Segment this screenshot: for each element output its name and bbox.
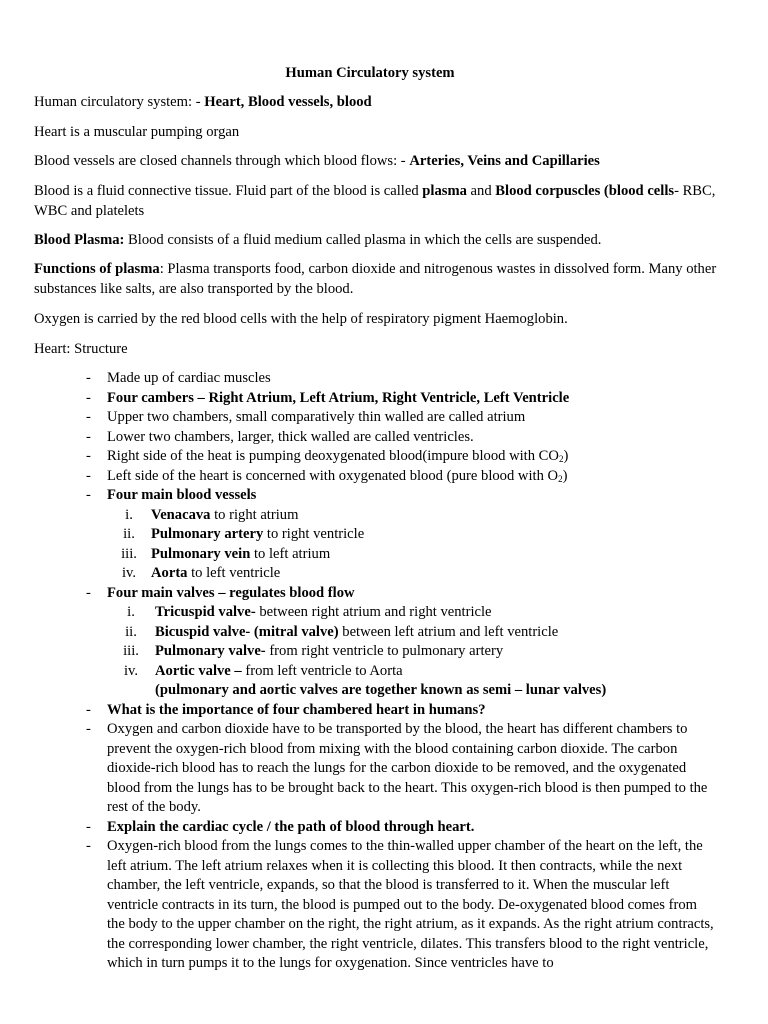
list-item: - What is the importance of four chambered heart in humans? <box>86 701 716 721</box>
vessel-item: iii. Pulmonary vein to left atrium <box>121 545 331 562</box>
blood-text-2: - RBC, WBC and platelets <box>34 183 716 219</box>
list-item <box>86 837 716 974</box>
list-item: - Left side of the heart is concerned with oxygenated blood (pure blood with $O_2$) <box>86 467 716 487</box>
vessels-paragraph <box>34 152 714 172</box>
vessel-item: iv. Aorta to left ventricle <box>121 565 281 581</box>
heart-definition: Heart is a muscular pumping organ <box>34 124 240 140</box>
structure-bullet-list <box>86 369 716 974</box>
vessels-types: Arteries, Veins and Capillaries <box>409 153 600 169</box>
list-item: - Four cambers – Right Atrium, Left Atrium, Right Ventricle, Left Ventricle <box>86 389 716 409</box>
list-item: - Lower two chambers, larger, thick walled are called ventricles. <box>86 428 716 448</box>
list-item: - Explain the cardiac cycle / the path of blood through heart. <box>86 818 716 838</box>
system-paragraph <box>34 93 714 113</box>
vessel-item: ii. Pulmonary artery to right ventricle <box>123 526 365 542</box>
vessels-label: Blood vessels are closed channels through which blood flows: - <box>34 153 410 169</box>
list-item: - Right side of the heat is pumping deoxygenated blood(impure blood with $CO_2$) <box>86 447 716 467</box>
list-item: - Upper two chambers, small comparatively thin walled are called atrium <box>86 408 716 428</box>
page-title: Human Circulatory system <box>285 65 455 81</box>
blood-text-1: Blood is a fluid connective tissue. Fluid part of the blood is called <box>34 183 423 199</box>
list-item: - Four main valves – regulates blood flow i. Tricuspid valve- between right atrium and right ventricle ii. Bicuspid valve- (mitral valve) between left atrium and left ventricle iii. Pulmonary valve- from right ventricle to pulmonary artery iv. Aortic valve – from left ventricle to Aorta (pulmonary and aortic valves are together known as semi – lunar valves) <box>86 584 716 701</box>
plasma-paragraph <box>34 231 714 251</box>
plasma-label: Blood Plasma: <box>34 232 125 248</box>
oxygen-paragraph: Oxygen is carried by the red blood cells with the help of respiratory pigment Haemoglobin. <box>34 311 568 327</box>
blood-paragraph <box>34 182 724 221</box>
list-item: - Four main blood vessels i. Venacava to right atrium ii. Pulmonary artery to right ventricle iii. Pulmonary vein to left atrium iv. Aorta to left ventricle <box>86 486 716 584</box>
valves-note: (pulmonary and aortic valves are together known as semi – lunar valves) <box>155 682 607 698</box>
system-parts: Heart, Blood vessels, blood <box>204 94 372 110</box>
answer-paragraph: - Oxygen-rich blood from the lungs comes to the thin-walled upper chamber of the heart on the left, the left atrium. The left atrium relaxes when it is collecting this blood. It then contracts, while the next chamber, the left ventricle, expands, so that the blood is transferred to it. When the muscular left ventricle contracts in its turn, the blood is pumped out to the body. De-oxygenated blood comes from the body to the upper chamber on the right, the right atrium, as it expands. As the right atrium contracts, the corresponding lower chamber, the right ventricle, dilates. This transfers blood to the right ventricle, which in turn pumps it to the lungs for oxygenation. Since ventricles have to <box>107 838 714 971</box>
functions-paragraph <box>34 260 724 299</box>
blood-plasma-term: plasma <box>422 183 467 199</box>
list-item: - Made up of cardiac muscles <box>86 369 716 389</box>
vessels-list <box>107 506 716 584</box>
functions-text: : Plasma transports food, carbon dioxide and nitrogenous wastes in dissolved form. Many other substances like salts, are also transported by the blood. <box>34 261 717 297</box>
answer-paragraph: - Oxygen and carbon dioxide have to be transported by the blood, the heart has different chambers to prevent the oxygen-rich blood from mixing with the blood containing carbon dioxide. The carbon dioxide-rich blood has to reach the lungs for the carbon dioxide to be removed, and the oxygenated blood from the lungs has to be brought back to the heart. This oxygen-rich blood is then pumped to the rest of the body. <box>107 721 708 815</box>
functions-label: Functions of plasma <box>34 261 160 277</box>
blood-and: and <box>466 183 496 199</box>
plasma-text: Blood consists of a fluid medium called plasma in which the cells are suspended. <box>124 232 602 248</box>
valves-list <box>107 603 716 681</box>
valve-item: iv. Aortic valve – from left ventricle to Aorta <box>123 662 403 679</box>
list-item <box>86 720 716 818</box>
heart-structure-heading: Heart: Structure <box>34 341 128 357</box>
valve-item: i. Tricuspid valve- between right atrium and right ventricle <box>127 604 492 620</box>
vessel-item: i. Venacava to right atrium <box>125 506 299 523</box>
system-label: Human circulatory system: - <box>34 94 205 110</box>
valve-item: iii. Pulmonary valve- from right ventricle to pulmonary artery <box>123 643 504 659</box>
blood-corpuscles-term: Blood corpuscles (blood cells <box>495 183 675 199</box>
valve-item: ii. Bicuspid valve- (mitral valve) between left atrium and left ventricle <box>125 623 559 640</box>
